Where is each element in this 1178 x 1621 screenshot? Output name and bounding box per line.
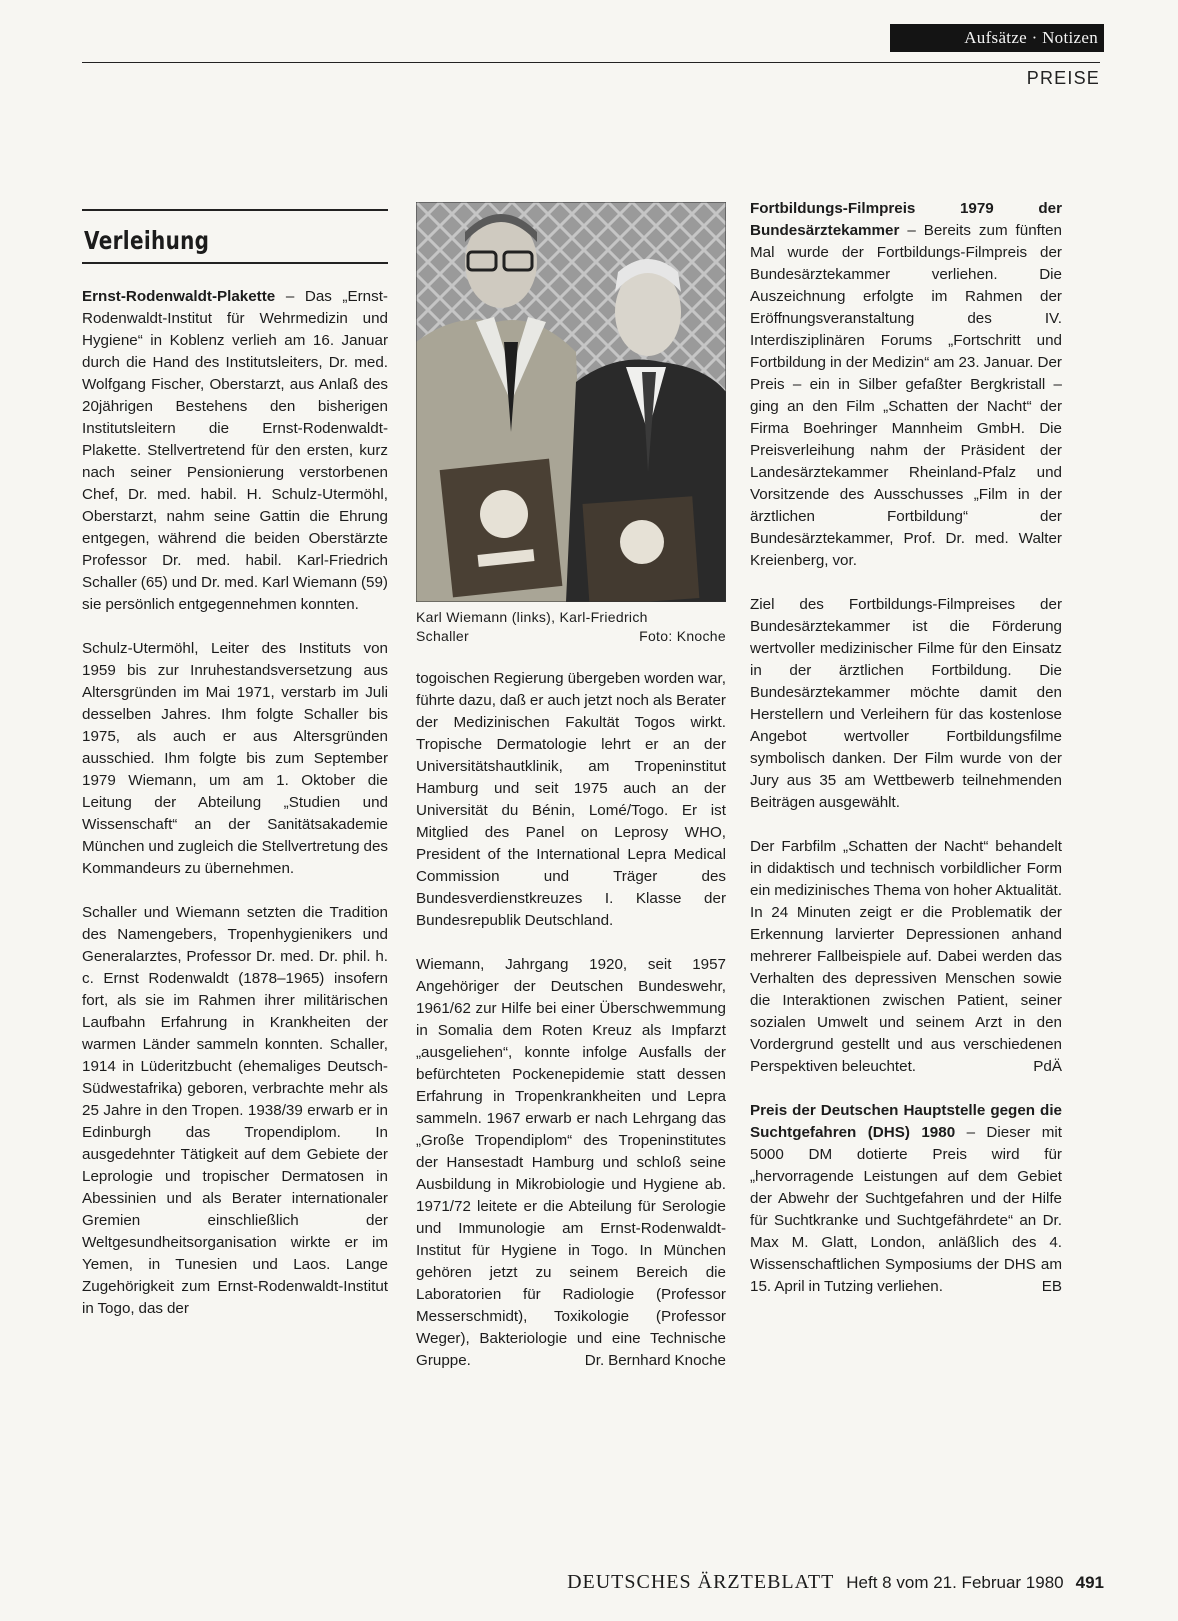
author-signature: PdÄ — [1033, 1058, 1062, 1075]
paragraph — [416, 668, 726, 932]
section-label: PREISE — [1026, 68, 1100, 88]
column-1 — [82, 286, 388, 1320]
caption-name: Schaller — [416, 628, 469, 644]
paragraph-text: Schulz-Utermöhl, Leiter des Instituts von 1959 bis zur Inruhestandsversetzung aus Altersgründen im Mai 1971, verstarb im Juli desselben Jahres. Ihm folgte Schaller bis 1975, als auch er aus Altersgründen ausschied. Ihm folgte bis zum September 1979 Wiemann, um am 1. Oktober die Leitung der Abteilung „Studien und Wissenschaft“ an der Sanitätsakademie München und zugleich die Stellvertretung des Kommandeurs zu übernehmen. — [82, 640, 388, 877]
paragraph — [750, 594, 1062, 814]
paragraph-lead: Ernst-Rodenwaldt-Plakette — [82, 288, 276, 305]
paragraph — [82, 902, 388, 1320]
paragraph-text: Ziel des Fortbildungs-Filmpreises der Bundesärztekammer ist die Förderung wertvoller medizinischer Filme für den Einsatz in der ärztlichen Fortbildung. Die Bundesärztekammer möchte damit den Herstellern und Verleihern für das kostenlose Angebot wertvoller Fortbildungsfilme symbolisch danken. Der Film wurde von der Jury aus 35 am Wettbewerb teilnehmenden Beiträgen ausgewählt. — [750, 596, 1062, 811]
column-2 — [416, 668, 726, 1372]
heading-rule-top — [82, 209, 388, 211]
heading-rule-bottom — [82, 262, 388, 264]
paragraph-text: Wiemann, Jahrgang 1920, seit 1957 Angehöriger der Deutschen Bundeswehr, 1961/62 zur Hilfe bei einer Überschwemmung in Somalia dem Roten Kreuz als Impfarzt „ausgeliehen“, konnte infolge Ausfalls der befürchteten Pockenepidemie statt dessen Erfahrung in Tropenkrankheiten und Lepra sammeln. 1967 erwarb er nach Lehrgang das „Große Tropendiplom“ des Tropeninstitutes der Hansestadt Hamburg und schloß seine Ausbildung in Mikrobiologie und Hygiene ab. 1971/72 leitete er die Abteilung für Serologie und Immunologie am Ernst-Rodenwaldt-Institut für Hygiene in Togo. In München gehören jetzt zu seinem Bereich die Laboratorien für Radiologie (Professor Messerschmidt), Toxikologie (Professor Weger), Bakteriologie und eine Technische Gruppe. — [416, 956, 726, 1369]
journal-name: DEUTSCHES ÄRZTEBLATT — [567, 1571, 835, 1593]
award-photo-image — [416, 202, 726, 602]
column-3 — [750, 198, 1062, 1298]
page-footer — [567, 1571, 1104, 1594]
page-number: 491 — [1075, 1573, 1104, 1592]
paragraph-lead: Fortbildungs-Filmpreis 1979 der Bundesärztekammer — [750, 200, 1062, 239]
paragraph — [750, 836, 1062, 1078]
paragraph-text: – Das „Ernst-Rodenwaldt-Institut für Wehrmedizin und Hygiene“ in Koblenz verlieh am 16. Januar durch die Hand des Institutsleiters, Dr. med. Wolfgang Fischer, Oberstarzt, aus Anlaß des 20jährigen Bestehens den bisherigen Institutsleitern die Ernst-Rodenwaldt-Plakette. Stellvertretend für den ersten, kurz nach seiner Pensionierung verstorbenen Chef, Dr. med. habil. H. Schulz-Utermöhl, Oberstarzt, nahm seine Gattin die Ehrung entgegen, während die beiden Oberstärzte Professor Dr. med. habil. Karl-Friedrich Schaller (65) und Dr. med. Karl Wiemann (59) sie persönlich entgegennehmen konnten. — [82, 288, 388, 613]
issue-info: Heft 8 vom 21. Februar 1980 — [846, 1573, 1064, 1592]
caption-line: Karl Wiemann (links), Karl-Friedrich — [416, 609, 648, 625]
paragraph-text: Schaller und Wiemann setzten die Tradition des Namengebers, Tropenhygienikers und Generalarztes, Professor Dr. med. Dr. phil. h. c. Ernst Rodenwaldt (1878–1965) insofern fort, als sie im Rahmen ihrer militärischen Laufbahn Erfahrung in Krankheiten der warmen Länder sammeln konnten. Schaller, 1914 in Lüderitzbucht (ehemaliges Deutsch-Südwestafrika) geboren, verbrachte mehr als 25 Jahre in den Tropen. 1938/39 erwarb er in Edinburgh das Tropendiplom. In ausgedehnter Tätigkeit auf dem Gebiete der Leprologie und tropischer Dermatosen in Abessinien und als Berater internationaler Gremien einschließlich der Weltgesundheitsorganisation wirkte er im Yemen, in Tunesien und Laos. Lange Zugehörigkeit zum Ernst-Rodenwaldt-Institut in Togo, das der — [82, 904, 388, 1317]
paragraph — [416, 954, 726, 1372]
article-heading: Verleihung — [84, 226, 210, 255]
paragraph-lead: Preis der Deutschen Hauptstelle gegen die Suchtgefahren (DHS) 1980 — [750, 1102, 1062, 1141]
paragraph-text: – Dieser mit 5000 DM dotierte Preis wird für „hervorragende Leistungen auf dem Gebiet der Abwehr der Suchtgefahren und der Hilfe für Suchtkranke und Suchtgefährdete“ an Dr. Max M. Glatt, London, anläßlich des 4. Wissenschaftlichen Symposiums der DHS am 15. April in Tutzing verliehen. — [750, 1124, 1062, 1295]
author-signature: EB — [1041, 1278, 1062, 1295]
photo-credit: Foto: Knoche — [639, 628, 726, 644]
award-photo — [416, 202, 726, 602]
paragraph — [750, 198, 1062, 572]
paragraph — [82, 638, 388, 880]
photo-caption — [416, 608, 726, 646]
paragraph — [82, 286, 388, 616]
paragraph — [750, 1100, 1062, 1298]
caption-line — [416, 627, 726, 646]
section-tab: Aufsätze · Notizen — [890, 24, 1104, 52]
paragraph-text: Der Farbfilm „Schatten der Nacht“ behandelt in didaktisch und technisch vorbildlicher Form ein medizinisches Thema von hoher Aktualität. In 24 Minuten zeigt er die Problematik der Erkennung larvierter Depressionen anhand mehrerer Fallbeispiele auf. Dabei werden das Verhalten des depressiven Menschen sowie die Interaktionen zwischen Patient, seiner sozialen Umwelt und seinem Arzt in den Vordergrund gestellt und aus verschiedenen Perspektiven beleuchtet. — [750, 838, 1062, 1075]
author-signature: Dr. Bernhard Knoche — [584, 1352, 726, 1369]
paragraph-text: – Bereits zum fünften Mal wurde der Fortbildungs-Filmpreis der Bundesärztekammer verliehen. Die Auszeichnung erfolgte im Rahmen der Eröffnungsveranstaltung des IV. Interdisziplinären Forums „Fortschritt und Fortbildung in der Medizin“ am 23. Januar. Der Preis – ein in Silber gefaßter Bergkristall – ging an den Film „Schatten der Nacht“ der Firma Boehringer Mannheim GmbH. Die Preisverleihung nahm der Präsident der Landesärztekammer Rheinland-Pfalz und Vorsitzende des Ausschusses „Film in der ärztlichen Fortbildung“ der Bundesärztekammer, Prof. Dr. med. Walter Kreienberg, vor. — [750, 222, 1062, 569]
top-rule — [82, 62, 1100, 63]
paragraph-text: togoischen Regierung übergeben worden war, führte dazu, daß er auch jetzt noch als Berater der Medizinischen Fakultät Togos wirkt. Tropische Dermatologie lehrt er an der Universitätshautklinik, am Tropeninstitut Hamburg und seit 1975 auch an der Universität du Bénin, Lomé/Togo. Er ist Mitglied des Panel on Leprosy WHO, President of the International Lepra Medical Commission und Träger des Bundesverdienstkreuzes I. Klasse der Bundesrepublik Deutschland. — [416, 670, 726, 929]
